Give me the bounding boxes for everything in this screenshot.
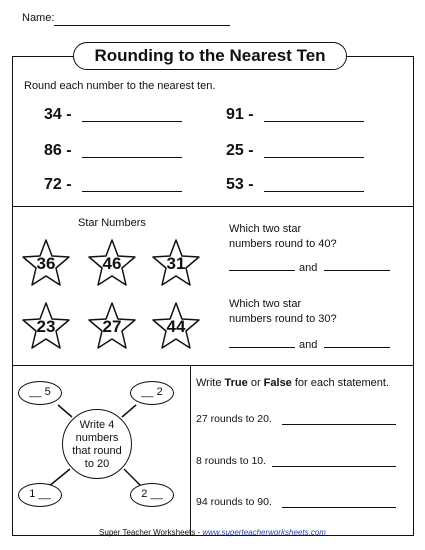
star-number: 44 [166,317,186,336]
star-number: 27 [102,317,122,336]
star-number: 46 [102,254,122,273]
web-center-line: to 20 [84,458,110,470]
web-center-line: that round [72,445,122,457]
instruction-text: Write [196,377,225,389]
true-word: True [224,377,248,389]
and-label: and [299,339,318,351]
web-bubble[interactable]: 1 __ [18,483,62,507]
false-word: False [263,377,292,389]
web-bubble[interactable]: __ 5 [18,381,62,405]
question-line: Which two star [229,298,302,310]
answer-line[interactable] [324,270,390,271]
statement: 8 rounds to 10. [196,455,267,467]
and-label: and [299,262,318,274]
web-bubble[interactable]: 2 __ [130,483,174,507]
instruction-text: or [247,377,264,389]
question-line: numbers round to 30? [229,313,337,325]
section-vertical-divider [190,365,191,536]
answer-line[interactable] [264,191,364,192]
question-2 [229,297,337,327]
star [150,301,202,351]
star-number: 31 [166,254,186,273]
star-number: 36 [36,254,56,273]
statement: 94 rounds to 90. [196,496,272,508]
answer-line[interactable] [324,347,390,348]
star [20,238,72,288]
answer-line[interactable] [82,191,182,192]
footer-brand: Super Teacher Worksheets [99,528,196,537]
true-false-instruction [196,377,389,389]
question-line: Which two star [229,223,302,235]
problem-label: 86 - [44,142,72,159]
web-center-line: numbers [75,432,119,444]
problem-label: 25 - [226,142,254,159]
web-center-line: Write 4 [79,419,115,431]
footer-separator: - [195,528,203,537]
answer-line[interactable] [229,347,295,348]
answer-line[interactable] [272,466,396,467]
star [86,301,138,351]
web-bubble[interactable]: __ 2 [130,381,174,405]
problem-label: 72 - [44,176,72,193]
name-label: Name: [22,12,55,24]
star-numbers-heading: Star Numbers [78,217,146,229]
star [20,301,72,351]
answer-line[interactable] [264,157,364,158]
question-1 [229,222,337,252]
problem-label: 91 - [226,106,254,123]
section1-instruction: Round each number to the nearest ten. [24,80,216,92]
star-number: 23 [36,317,56,336]
answer-line[interactable] [282,507,396,508]
problem-label: 53 - [226,176,254,193]
star [86,238,138,288]
answer-line[interactable] [229,270,295,271]
footer [0,528,425,537]
footer-url[interactable]: www.superteacherworksheets.com [202,528,326,537]
question-line: numbers round to 40? [229,238,337,250]
statement: 27 rounds to 20. [196,413,272,425]
answer-line[interactable] [82,121,182,122]
worksheet-title: Rounding to the Nearest Ten [73,42,347,70]
problem-label: 34 - [44,106,72,123]
star [150,238,202,288]
name-input-line[interactable] [54,25,230,26]
answer-line[interactable] [282,424,396,425]
section-divider [12,206,414,207]
answer-line[interactable] [264,121,364,122]
answer-line[interactable] [82,157,182,158]
web-center-text [62,419,132,471]
instruction-text: for each statement. [291,377,390,389]
